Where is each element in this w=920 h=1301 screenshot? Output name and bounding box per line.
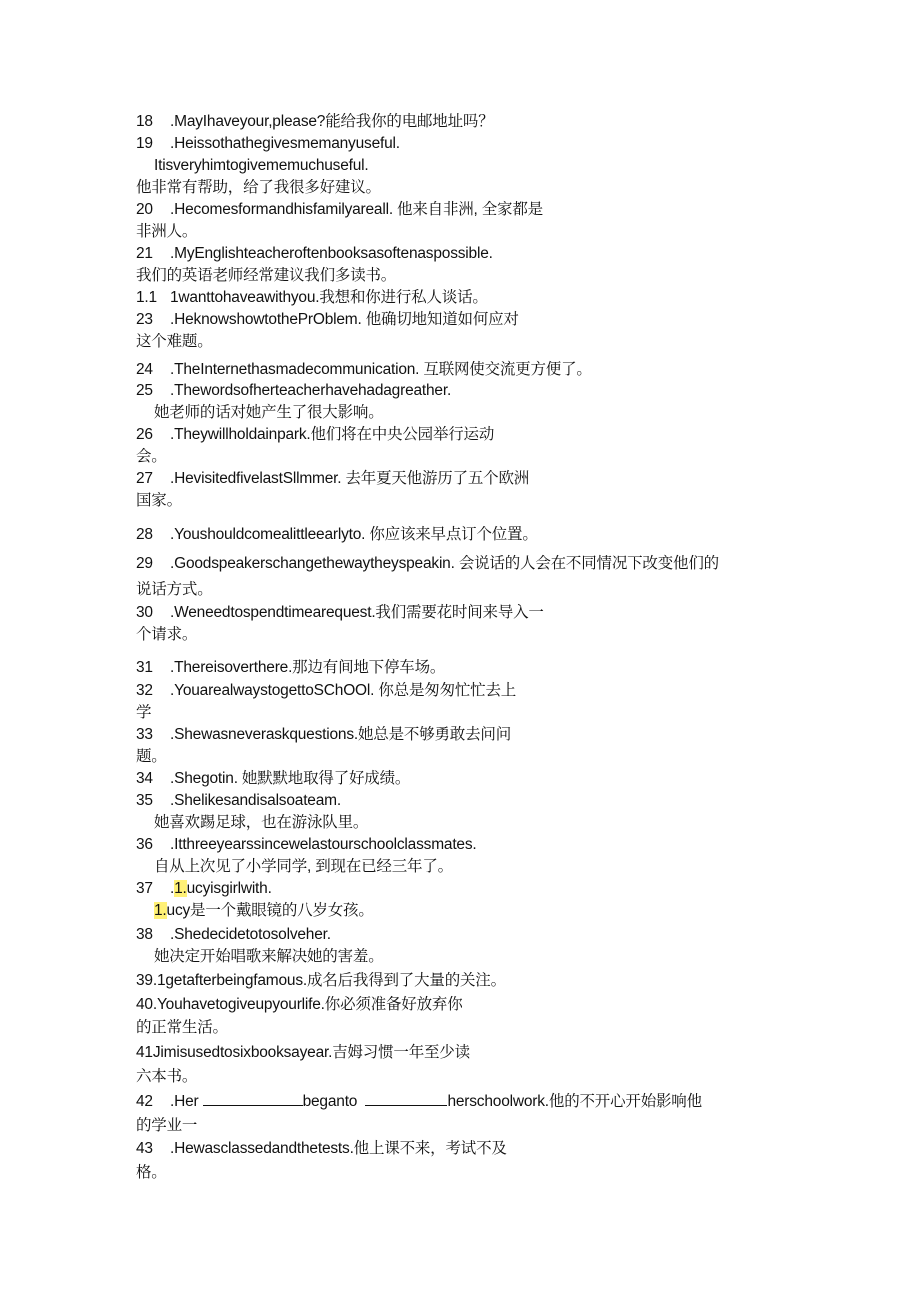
item-43-cont: 格。: [136, 1164, 167, 1181]
item-40: 40.Youhavetogiveupyourlife.你必须准备好放弃你: [136, 996, 463, 1013]
item-25-translation: 她老师的话对她产生了很大影响。: [154, 404, 384, 421]
item-34: 34 .Shegotin. 她默默地取得了好成绩。: [136, 770, 411, 787]
item-27-cont: 国家。: [136, 492, 182, 509]
item-36-translation: 自从上次见了小学同学, 到现在已经三年了。: [154, 858, 453, 875]
item-42: 42 .Her beganto herschoolwork.他的不开心开始影响他: [136, 1090, 702, 1112]
item-27: 27 .HevisitedfivelastSllmmer. 去年夏天他游历了五个欧洲: [136, 470, 530, 487]
item-28: 28 .Youshouldcomealittleearlyto. 你应该来早点订个位置。: [136, 526, 538, 543]
item-19-translation: 他非常有帮助，给了我很多好建议。: [136, 179, 381, 196]
fill-blank: [365, 1090, 447, 1106]
item-23: 23 .HeknowshowtothePrOblem. 他确切地知道如何应对: [136, 311, 519, 328]
item-32: 32 .YouarealwaystogettoSChOOl. 你总是匆匆忙忙去上: [136, 682, 517, 699]
item-22: 1.1 1wanttohaveawithyou.我想和你进行私人谈话。: [136, 289, 488, 306]
item-41-cont: 六本书。: [136, 1068, 198, 1085]
item-26: 26 .Theywillholdainpark.他们将在中央公园举行运动: [136, 426, 495, 443]
item-35-translation: 她喜欢踢足球，也在游泳队里。: [154, 814, 369, 831]
item-20: 20 .Hecomesformandhisfamilyareall. 他来自非洲, 全家都是: [136, 201, 543, 218]
item-26-cont: 会。: [136, 448, 167, 465]
fill-blank: [203, 1090, 303, 1106]
item-36: 36 .Itthreeyearssincewelastourschoolclassmates.: [136, 836, 477, 853]
item-21: 21 .MyEnglishteacheroftenbooksasoftenaspossible.: [136, 245, 493, 262]
item-33-cont: 题。: [136, 748, 167, 765]
item-18: 18 .MayIhaveyour,please?能给我你的电邮地址吗？: [136, 113, 494, 130]
item-38-translation: 她决定开始唱歌来解决她的害羞。: [154, 948, 384, 965]
item-43: 43 .Hewasclassedandthetests.他上课不来，考试不及: [136, 1140, 507, 1157]
item-31: 31 .Thereisoverthere.那边有间地下停车场。: [136, 659, 446, 676]
highlight-mark: 1.: [174, 880, 187, 897]
item-40-cont: 的正常生活。: [136, 1019, 228, 1036]
item-24: 24 .TheInternethasmadecommunication. 互联网使交流更方便了。: [136, 361, 592, 378]
item-19: 19 .Heissothathegivesmemanyuseful.: [136, 135, 400, 152]
item-32-cont: 学: [136, 704, 152, 721]
item-35: 35 .Shelikesandisalsoateam.: [136, 792, 341, 809]
item-37-translation: 1.ucy是一个戴眼镜的八岁女孩。: [154, 902, 374, 919]
item-20-cont: 非洲人。: [136, 223, 198, 240]
item-39: 39.1getafterbeingfamous.成名后我得到了大量的关注。: [136, 972, 506, 989]
item-29-cont: 说话方式。: [136, 581, 213, 598]
item-38: 38 .Shedecidetotosolveher.: [136, 926, 331, 943]
item-21-translation: 我们的英语老师经常建议我们多读书。: [136, 267, 397, 284]
highlight-mark: 1.: [154, 902, 167, 919]
item-33: 33 .Shewasneveraskquestions.她总是不够勇敢去问问: [136, 726, 512, 743]
item-37: 37 .1.ucyisgirlwith.: [136, 880, 272, 897]
item-30-cont: 个请求。: [136, 626, 198, 643]
item-23-cont: 这个难题。: [136, 333, 213, 350]
item-19-line-2: Itisveryhimtogivememuchuseful.: [154, 157, 369, 174]
item-25: 25 .Thewordsofherteacherhavehadagreather.: [136, 382, 452, 399]
item-41: 41Jimisusedtosixbooksayear.吉姆习惯一年至少读: [136, 1044, 470, 1061]
item-30: 30 .Weneedtospendtimearequest.我们需要花时间来导入一: [136, 604, 544, 621]
item-42-cont: 的学业一: [136, 1117, 198, 1134]
item-29: 29 .Goodspeakerschangethewaytheyspeakin. 会说话的人会在不同情况下改变他们的: [136, 555, 719, 572]
